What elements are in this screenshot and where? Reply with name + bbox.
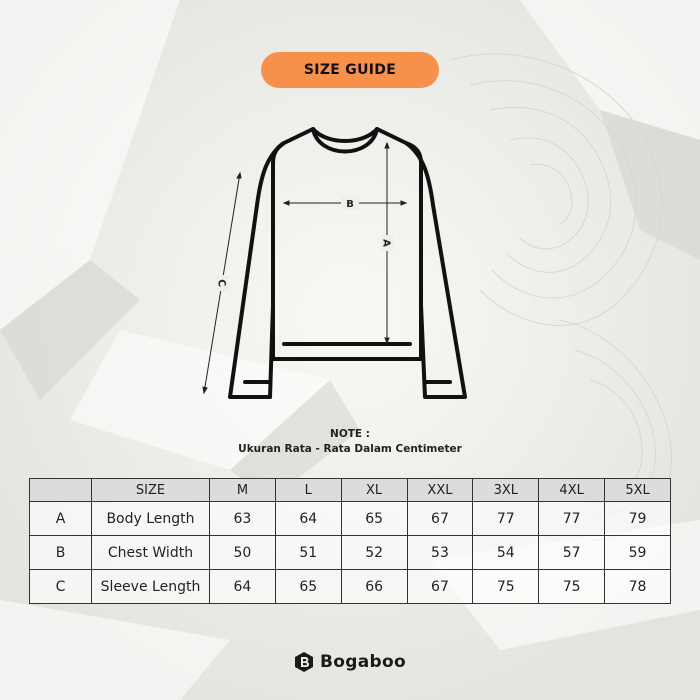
value-cell: 66 [341, 570, 407, 604]
value-cell: 54 [473, 536, 539, 570]
value-cell: 77 [473, 502, 539, 536]
note-text: Ukuran Rata - Rata Dalam Centimeter [238, 443, 462, 455]
size-guide-badge: SIZE GUIDE [261, 52, 439, 88]
value-cell: 52 [341, 536, 407, 570]
header-cell: L [275, 479, 341, 502]
value-cell: 67 [407, 502, 473, 536]
note-block [0, 427, 700, 457]
header-cell: SIZE [92, 479, 210, 502]
header-cell: 3XL [473, 479, 539, 502]
header-cell: 5XL [605, 479, 671, 502]
value-cell: 53 [407, 536, 473, 570]
row-code: B [30, 536, 92, 570]
row-name: Body Length [92, 502, 210, 536]
value-cell: 50 [210, 536, 276, 570]
value-cell: 65 [341, 502, 407, 536]
value-cell: 75 [473, 570, 539, 604]
value-cell: 78 [605, 570, 671, 604]
table-row [30, 502, 671, 536]
brand-footer [0, 651, 700, 673]
header-cell [30, 479, 92, 502]
value-cell: 59 [605, 536, 671, 570]
sweater-diagram [195, 115, 495, 415]
value-cell: 57 [539, 536, 605, 570]
value-cell: 77 [539, 502, 605, 536]
note-title: NOTE : [330, 428, 370, 440]
value-cell: 79 [605, 502, 671, 536]
row-name: Chest Width [92, 536, 210, 570]
header-cell: XXL [407, 479, 473, 502]
value-cell: 65 [275, 570, 341, 604]
header-cell: XL [341, 479, 407, 502]
table-row [30, 570, 671, 604]
table-row [30, 536, 671, 570]
row-code: C [30, 570, 92, 604]
label-a: A [380, 239, 392, 247]
size-table-header-row [30, 479, 671, 502]
hexagon-b-logo-icon [294, 651, 314, 673]
value-cell: 51 [275, 536, 341, 570]
size-table [29, 478, 671, 604]
label-b: B [346, 199, 354, 210]
header-cell: 4XL [539, 479, 605, 502]
sweater-body-outline [273, 129, 421, 359]
row-code: A [30, 502, 92, 536]
value-cell: 64 [275, 502, 341, 536]
value-cell: 67 [407, 570, 473, 604]
brand-name: Bogaboo [320, 652, 406, 672]
value-cell: 64 [210, 570, 276, 604]
value-cell: 75 [539, 570, 605, 604]
label-c: C [214, 278, 228, 288]
header-cell: M [210, 479, 276, 502]
row-name: Sleeve Length [92, 570, 210, 604]
value-cell: 63 [210, 502, 276, 536]
